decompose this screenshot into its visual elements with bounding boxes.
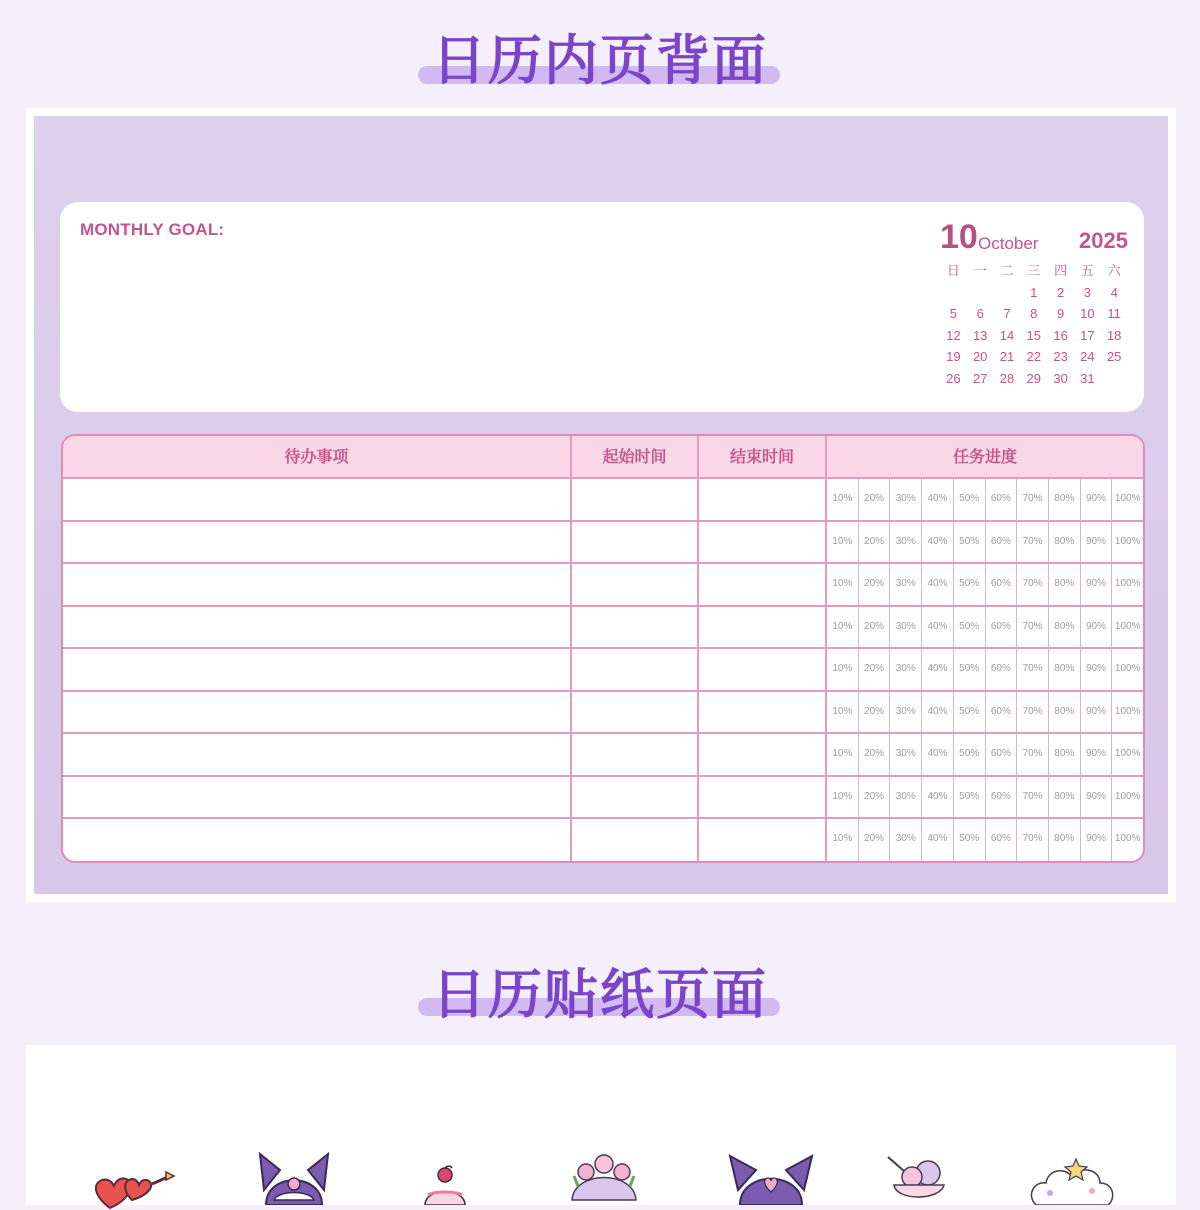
calendar-date: 10 [1080, 306, 1095, 321]
calendar-date: 29 [1026, 370, 1042, 386]
progress-step[interactable]: 90% [1081, 649, 1113, 690]
calendar-date: 15 [1026, 327, 1042, 343]
progress-step[interactable]: 40% [922, 692, 954, 733]
progress-step[interactable]: 70% [1017, 607, 1049, 648]
table-row [63, 649, 1143, 692]
table-row [63, 734, 1143, 777]
calendar-date: 25 [1106, 349, 1122, 364]
progress-step[interactable]: 50% [954, 819, 986, 862]
progress-cell [827, 564, 1143, 605]
calendar-date: 4 [1110, 284, 1118, 300]
progress-step[interactable]: 10% [827, 607, 859, 648]
calendar-date: 11 [1107, 306, 1121, 321]
start-time-cell[interactable] [572, 649, 699, 690]
progress-step[interactable]: 80% [1049, 777, 1081, 818]
progress-step[interactable]: 50% [954, 564, 986, 605]
todo-cell[interactable] [63, 564, 572, 605]
calendar-empty-cell [967, 282, 994, 304]
calendar-month-name: October [978, 234, 1039, 253]
section-title-sticker-page [0, 952, 1200, 1032]
progress-step[interactable]: 70% [1017, 777, 1049, 818]
progress-step[interactable]: 40% [922, 607, 954, 648]
progress-step[interactable]: 10% [827, 819, 859, 862]
progress-step[interactable]: 30% [890, 692, 922, 733]
progress-step[interactable]: 40% [922, 777, 954, 818]
calendar-date: 3 [1083, 284, 1091, 300]
calendar-date: 23 [1053, 349, 1068, 364]
start-time-cell[interactable] [572, 564, 699, 605]
calendar-date: 14 [999, 327, 1015, 343]
progress-step[interactable]: 90% [1081, 734, 1113, 775]
progress-cell [827, 734, 1143, 775]
progress-step[interactable]: 20% [859, 777, 891, 818]
progress-step[interactable]: 10% [827, 564, 859, 605]
progress-scale [827, 734, 1143, 775]
progress-step[interactable]: 10% [827, 649, 859, 690]
progress-scale [827, 692, 1143, 733]
end-time-cell[interactable] [699, 564, 827, 605]
table-row [63, 522, 1143, 565]
task-table-header [63, 436, 1143, 479]
progress-scale [827, 819, 1143, 862]
progress-cell [827, 819, 1143, 862]
calendar-empty-cell [940, 282, 967, 304]
progress-step[interactable]: 40% [922, 522, 954, 563]
todo-cell[interactable] [63, 734, 572, 775]
section-title-text: 日历贴纸页面 [432, 963, 768, 1026]
table-row [63, 479, 1143, 522]
calendar-back-page [26, 108, 1176, 902]
progress-step[interactable]: 60% [986, 649, 1018, 690]
calendar-date: 1 [1030, 284, 1038, 300]
table-row [63, 777, 1143, 820]
progress-step[interactable]: 100% [1114, 620, 1141, 632]
calendar-date: 8 [1030, 306, 1038, 321]
progress-step[interactable]: 90% [1081, 777, 1113, 818]
header-todo: 待办事项 [63, 436, 572, 477]
progress-cell [827, 607, 1143, 648]
table-row [63, 607, 1143, 650]
progress-step[interactable]: 70% [1017, 649, 1049, 690]
progress-step[interactable]: 20% [859, 479, 891, 520]
calendar-date: 31 [1080, 370, 1095, 386]
weekday-label: 日 [946, 263, 960, 278]
calendar-date: 17 [1080, 327, 1095, 343]
progress-step[interactable]: 70% [1017, 564, 1049, 605]
progress-step[interactable]: 30% [890, 734, 922, 775]
calendar-date: 21 [999, 349, 1015, 364]
todo-cell[interactable] [63, 819, 572, 862]
progress-step[interactable]: 40% [922, 479, 954, 520]
calendar-month-number: 10 [940, 218, 978, 256]
calendar-date: 30 [1053, 370, 1068, 386]
calendar-page-background [34, 116, 1168, 894]
progress-scale [827, 777, 1143, 818]
progress-step[interactable]: 60% [986, 777, 1018, 818]
end-time-cell[interactable] [699, 777, 827, 818]
weekday-label: 五 [1080, 263, 1094, 278]
table-row [63, 564, 1143, 607]
mini-calendar [940, 220, 1130, 389]
progress-step[interactable]: 100% [1114, 833, 1141, 844]
progress-scale [827, 649, 1143, 690]
calendar-date: 13 [972, 327, 988, 343]
calendar-date: 2 [1056, 284, 1065, 300]
task-table-body [63, 479, 1143, 862]
progress-step[interactable]: 50% [954, 479, 986, 520]
progress-step[interactable]: 100% [1114, 748, 1141, 759]
progress-step[interactable]: 30% [890, 649, 922, 690]
end-time-cell[interactable] [699, 734, 827, 775]
progress-step[interactable]: 40% [922, 734, 954, 775]
start-time-cell[interactable] [572, 777, 699, 818]
weekday-label: 四 [1054, 263, 1068, 278]
progress-step[interactable]: 80% [1049, 564, 1081, 605]
progress-step[interactable]: 50% [954, 607, 986, 648]
progress-step[interactable]: 10% [827, 479, 859, 520]
weekday-label: 二 [1000, 263, 1014, 278]
section-title-back-page [0, 18, 1200, 98]
progress-step[interactable]: 60% [986, 734, 1018, 775]
progress-step[interactable]: 70% [1017, 819, 1049, 862]
progress-step[interactable]: 70% [1017, 479, 1049, 520]
calendar-date: 12 [946, 327, 961, 343]
todo-cell[interactable] [63, 607, 572, 648]
progress-step[interactable]: 60% [986, 607, 1018, 648]
progress-step[interactable]: 10% [827, 734, 859, 775]
todo-cell[interactable] [63, 522, 572, 563]
calendar-date: 22 [1026, 349, 1042, 364]
progress-step[interactable]: 90% [1081, 819, 1113, 862]
calendar-date: 5 [949, 306, 958, 321]
todo-cell[interactable] [63, 777, 572, 818]
progress-step[interactable]: 30% [890, 777, 922, 818]
progress-scale [827, 564, 1143, 605]
end-time-cell[interactable] [699, 649, 827, 690]
weekday-label: 三 [1027, 263, 1041, 278]
calendar-date: 16 [1053, 327, 1068, 343]
progress-scale [827, 522, 1143, 563]
header-start-time: 起始时间 [572, 436, 699, 477]
progress-step[interactable]: 100% [1114, 493, 1141, 504]
calendar-date: 28 [999, 370, 1015, 386]
progress-step[interactable]: 100% [1114, 578, 1141, 589]
calendar-date: 19 [946, 349, 961, 364]
progress-step[interactable]: 80% [1049, 692, 1081, 733]
end-time-cell[interactable] [699, 479, 827, 520]
progress-cell [827, 649, 1143, 690]
progress-cell [827, 692, 1143, 733]
progress-step[interactable]: 50% [954, 777, 986, 818]
progress-step[interactable]: 80% [1049, 522, 1081, 563]
progress-step[interactable]: 100% [1114, 663, 1141, 674]
progress-step[interactable]: 30% [890, 564, 922, 605]
progress-step[interactable]: 20% [859, 692, 891, 733]
progress-step[interactable]: 30% [890, 479, 922, 520]
table-row [63, 819, 1143, 862]
progress-step[interactable]: 100% [1114, 790, 1141, 802]
progress-step[interactable]: 50% [954, 692, 986, 733]
calendar-empty-cell [994, 282, 1021, 304]
start-time-cell[interactable] [572, 734, 699, 775]
progress-cell [827, 522, 1143, 563]
progress-step[interactable]: 90% [1081, 522, 1113, 563]
progress-step[interactable]: 90% [1081, 692, 1113, 733]
progress-step[interactable]: 20% [859, 649, 891, 690]
todo-cell[interactable] [63, 479, 572, 520]
calendar-date: 18 [1106, 327, 1122, 343]
calendar-date: 6 [976, 306, 984, 321]
calendar-year: 2025 [1079, 228, 1128, 253]
progress-step[interactable]: 40% [922, 564, 954, 605]
end-time-cell[interactable] [699, 819, 827, 862]
progress-step[interactable]: 60% [986, 479, 1018, 520]
progress-step[interactable]: 10% [827, 777, 859, 818]
progress-step[interactable]: 70% [1017, 734, 1049, 775]
cake-sticker [420, 1165, 470, 1205]
sticker-page [26, 1045, 1176, 1205]
progress-step[interactable]: 90% [1081, 564, 1113, 605]
start-time-cell[interactable] [572, 819, 699, 862]
progress-step[interactable]: 60% [986, 692, 1018, 733]
progress-step[interactable]: 100% [1114, 535, 1141, 547]
kuromi-sticker [254, 1150, 334, 1205]
progress-step[interactable]: 90% [1081, 479, 1113, 520]
progress-step[interactable]: 10% [827, 692, 859, 733]
progress-step[interactable]: 80% [1049, 607, 1081, 648]
progress-step[interactable]: 80% [1049, 649, 1081, 690]
progress-step[interactable]: 80% [1049, 819, 1081, 862]
progress-step[interactable]: 20% [859, 819, 891, 862]
end-time-cell[interactable] [699, 692, 827, 733]
progress-step[interactable]: 20% [859, 564, 891, 605]
calendar-date: 9 [1056, 306, 1065, 321]
progress-step[interactable]: 80% [1049, 734, 1081, 775]
progress-step[interactable]: 70% [1017, 522, 1049, 563]
progress-cell [827, 479, 1143, 520]
header-progress: 任务进度 [952, 447, 1017, 466]
progress-step[interactable]: 30% [890, 522, 922, 563]
calendar-date: 26 [946, 370, 961, 386]
progress-step[interactable]: 10% [827, 522, 859, 563]
progress-step[interactable]: 30% [890, 819, 922, 862]
progress-step[interactable]: 50% [954, 522, 986, 563]
progress-step[interactable]: 60% [986, 522, 1018, 563]
progress-step[interactable]: 60% [986, 819, 1018, 862]
calendar-date: 27 [972, 370, 988, 386]
progress-step[interactable]: 50% [954, 734, 986, 775]
end-time-cell[interactable] [699, 522, 827, 563]
todo-cell[interactable] [63, 649, 572, 690]
progress-step[interactable]: 40% [922, 649, 954, 690]
weekday-label: 六 [1107, 263, 1121, 278]
start-time-cell[interactable] [572, 522, 699, 563]
bouquet-sticker [564, 1150, 644, 1205]
start-time-cell[interactable] [572, 607, 699, 648]
section-title-text: 日历内页背面 [432, 29, 768, 92]
end-time-cell[interactable] [699, 607, 827, 648]
sundae-sticker [884, 1153, 954, 1205]
progress-step[interactable]: 80% [1049, 479, 1081, 520]
progress-step[interactable]: 60% [986, 564, 1018, 605]
start-time-cell[interactable] [572, 479, 699, 520]
monthly-goal-box [60, 202, 1144, 412]
progress-step[interactable]: 90% [1081, 607, 1113, 648]
progress-scale [827, 479, 1143, 520]
todo-cell[interactable] [63, 692, 572, 733]
mini-calendar-grid [940, 260, 1130, 389]
weekday-label: 一 [973, 263, 987, 278]
task-table [61, 434, 1145, 863]
calendar-date: 7 [1003, 306, 1011, 321]
calendar-date: 20 [972, 349, 988, 364]
progress-step[interactable]: 100% [1114, 705, 1141, 717]
progress-step[interactable]: 20% [859, 607, 891, 648]
progress-step[interactable]: 40% [922, 819, 954, 862]
calendar-date: 24 [1080, 349, 1095, 364]
start-time-cell[interactable] [572, 692, 699, 733]
progress-step[interactable]: 50% [954, 649, 986, 690]
progress-step[interactable]: 70% [1017, 692, 1049, 733]
heart-sticker [90, 1170, 180, 1210]
progress-step[interactable]: 20% [859, 734, 891, 775]
header-end-time: 结束时间 [699, 436, 827, 477]
progress-cell [827, 777, 1143, 818]
cloud-star-sticker [1026, 1155, 1116, 1205]
kuromi-heart-sticker [726, 1150, 816, 1205]
table-row [63, 692, 1143, 735]
mini-calendar-header [940, 220, 1130, 254]
monthly-goal-label: MONTHLY GOAL: [80, 220, 225, 239]
progress-step[interactable]: 30% [890, 607, 922, 648]
progress-scale [827, 607, 1143, 648]
progress-step[interactable]: 20% [859, 522, 891, 563]
